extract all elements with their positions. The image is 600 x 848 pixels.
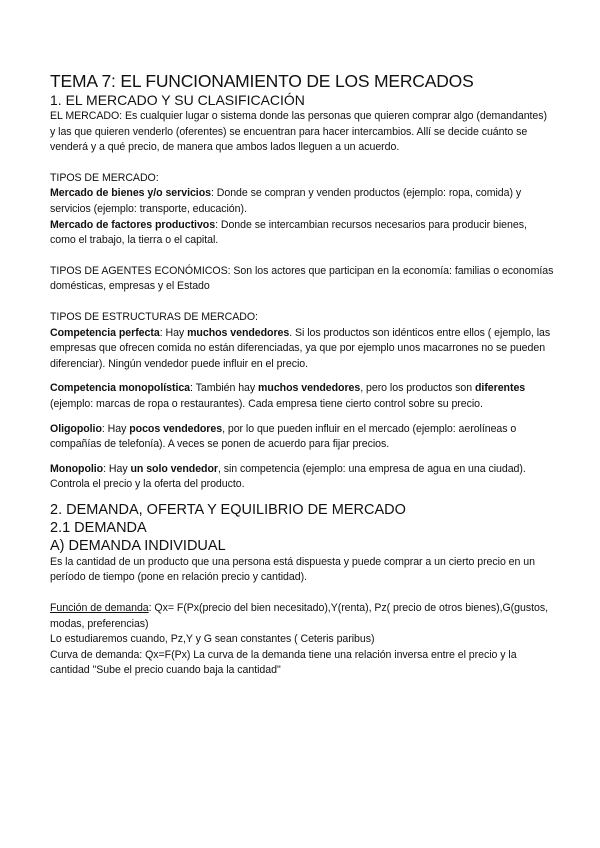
section-heading-1: 1. EL MERCADO Y SU CLASIFICACIÓN: [50, 92, 305, 108]
section-heading-2: 2. DEMANDA, OFERTA Y EQUILIBRIO DE MERCADO: [50, 501, 406, 518]
document-page: [50, 70, 555, 679]
mercado-factores-text: : Donde se intercambian recursos necesarios para producir bienes, como el trabajo, la tierra o el capital.: [50, 218, 527, 247]
funcion-demanda-term: Función de demanda: [50, 602, 149, 615]
mercado-bienes-term: Mercado de bienes y/o servicios: [50, 187, 211, 200]
funcion-demanda-paragraph: [50, 601, 555, 632]
mercado-bienes-paragraph: [50, 186, 555, 217]
mercado-factores-paragraph: [50, 218, 555, 249]
text-fragment: : Hay: [103, 462, 131, 475]
bold-fragment: un solo vendedor: [130, 462, 218, 475]
bold-fragment: pocos vendedores: [129, 422, 223, 435]
bold-fragment: muchos vendedores: [187, 326, 290, 339]
mercado-bienes-text: : Donde se compran y venden productos (ejemplo: ropa, comida) y servicios (ejemplo: transporte, educación).: [50, 187, 522, 215]
oligopolio-term: Oligopolio: [50, 422, 102, 435]
monopolio-term: Monopolio: [50, 462, 104, 475]
tipos-mercado-heading: TIPOS DE MERCADO:: [50, 171, 159, 184]
text-fragment: : También hay: [190, 382, 259, 395]
text-fragment: , sin competencia (ejemplo: una empresa de agua en una ciudad). Controla el precio y la oferta del producto.: [50, 462, 526, 491]
text-fragment: . Si los productos son idénticos entre ellos ( ejemplo, las empresas que ofrecen comida no están diferenciadas, ya que por ejemplo unos macarrones no se pueden diferenciar). Ningún vendedor puede influir en el precio.: [50, 326, 551, 370]
bold-fragment: diferentes: [475, 382, 526, 395]
text-fragment: (ejemplo: marcas de ropa o restaurantes). Cada empresa tiene cierto control sobre su precio.: [50, 397, 483, 410]
competencia-perfecta-paragraph: [50, 326, 555, 373]
ceteris-paribus-line: Lo estudiaremos cuando, Pz,Y y G sean constantes ( Ceteris paribus): [50, 633, 375, 646]
subsection-heading-a: A) DEMANDA INDIVIDUAL: [50, 537, 226, 554]
bold-fragment: muchos vendedores: [258, 382, 361, 395]
page-title: TEMA 7: EL FUNCIONAMIENTO DE LOS MERCADOS: [50, 71, 474, 91]
demanda-definition: Es la cantidad de un producto que una persona está dispuesta y puede comprar a un cierto precio en un período de tiempo (pone en relación precio y cantidad).: [50, 555, 535, 584]
text-fragment: , pero los productos son: [360, 382, 475, 395]
oligopolio-paragraph: [50, 422, 555, 453]
mercado-definition: EL MERCADO: Es cualquier lugar o sistema donde las personas que quieren comprar algo (demandantes) y las que quieren venderlo (oferentes) se encuentran para hacer intercambios. Allí se decide cuánto se venderá y a qué precio, de manera que ambos lados lleguen a un acuerdo.: [50, 110, 547, 154]
monopolio-paragraph: [50, 462, 555, 493]
text-fragment: , por lo que pueden influir en el mercado (ejemplo: aerolíneas o compañías de telefonía). A veces se ponen de acuerdo para fijar precios.: [50, 422, 517, 451]
estructuras-heading: TIPOS DE ESTRUCTURAS DE MERCADO:: [50, 310, 258, 323]
competencia-perfecta-term: Competencia perfecta: [50, 326, 160, 339]
text-fragment: : Hay: [101, 422, 130, 435]
funcion-demanda-text: : Qx= F(Px(precio del bien necesitado),Y(renta), Pz( precio de otros bienes),G(gustos, modas, preferencias): [50, 602, 548, 630]
mercado-factores-term: Mercado de factores productivos: [50, 218, 216, 231]
subsection-heading-2-1: 2.1 DEMANDA: [50, 519, 147, 536]
text-fragment: : Hay: [159, 326, 188, 339]
competencia-monopolistica-term: Competencia monopolística: [50, 382, 191, 395]
competencia-monopolistica-paragraph: [50, 381, 555, 412]
agentes-economicos-paragraph: TIPOS DE AGENTES ECONÓMICOS: Son los actores que participan en la economía: familias o economías domésticas, empresas y el Estado: [50, 264, 554, 293]
curva-demanda-paragraph: Curva de demanda: Qx=F(Px) La curva de la demanda tiene una relación inversa entre el precio y la cantidad "Sube el precio cuando baja la cantidad": [50, 648, 517, 677]
